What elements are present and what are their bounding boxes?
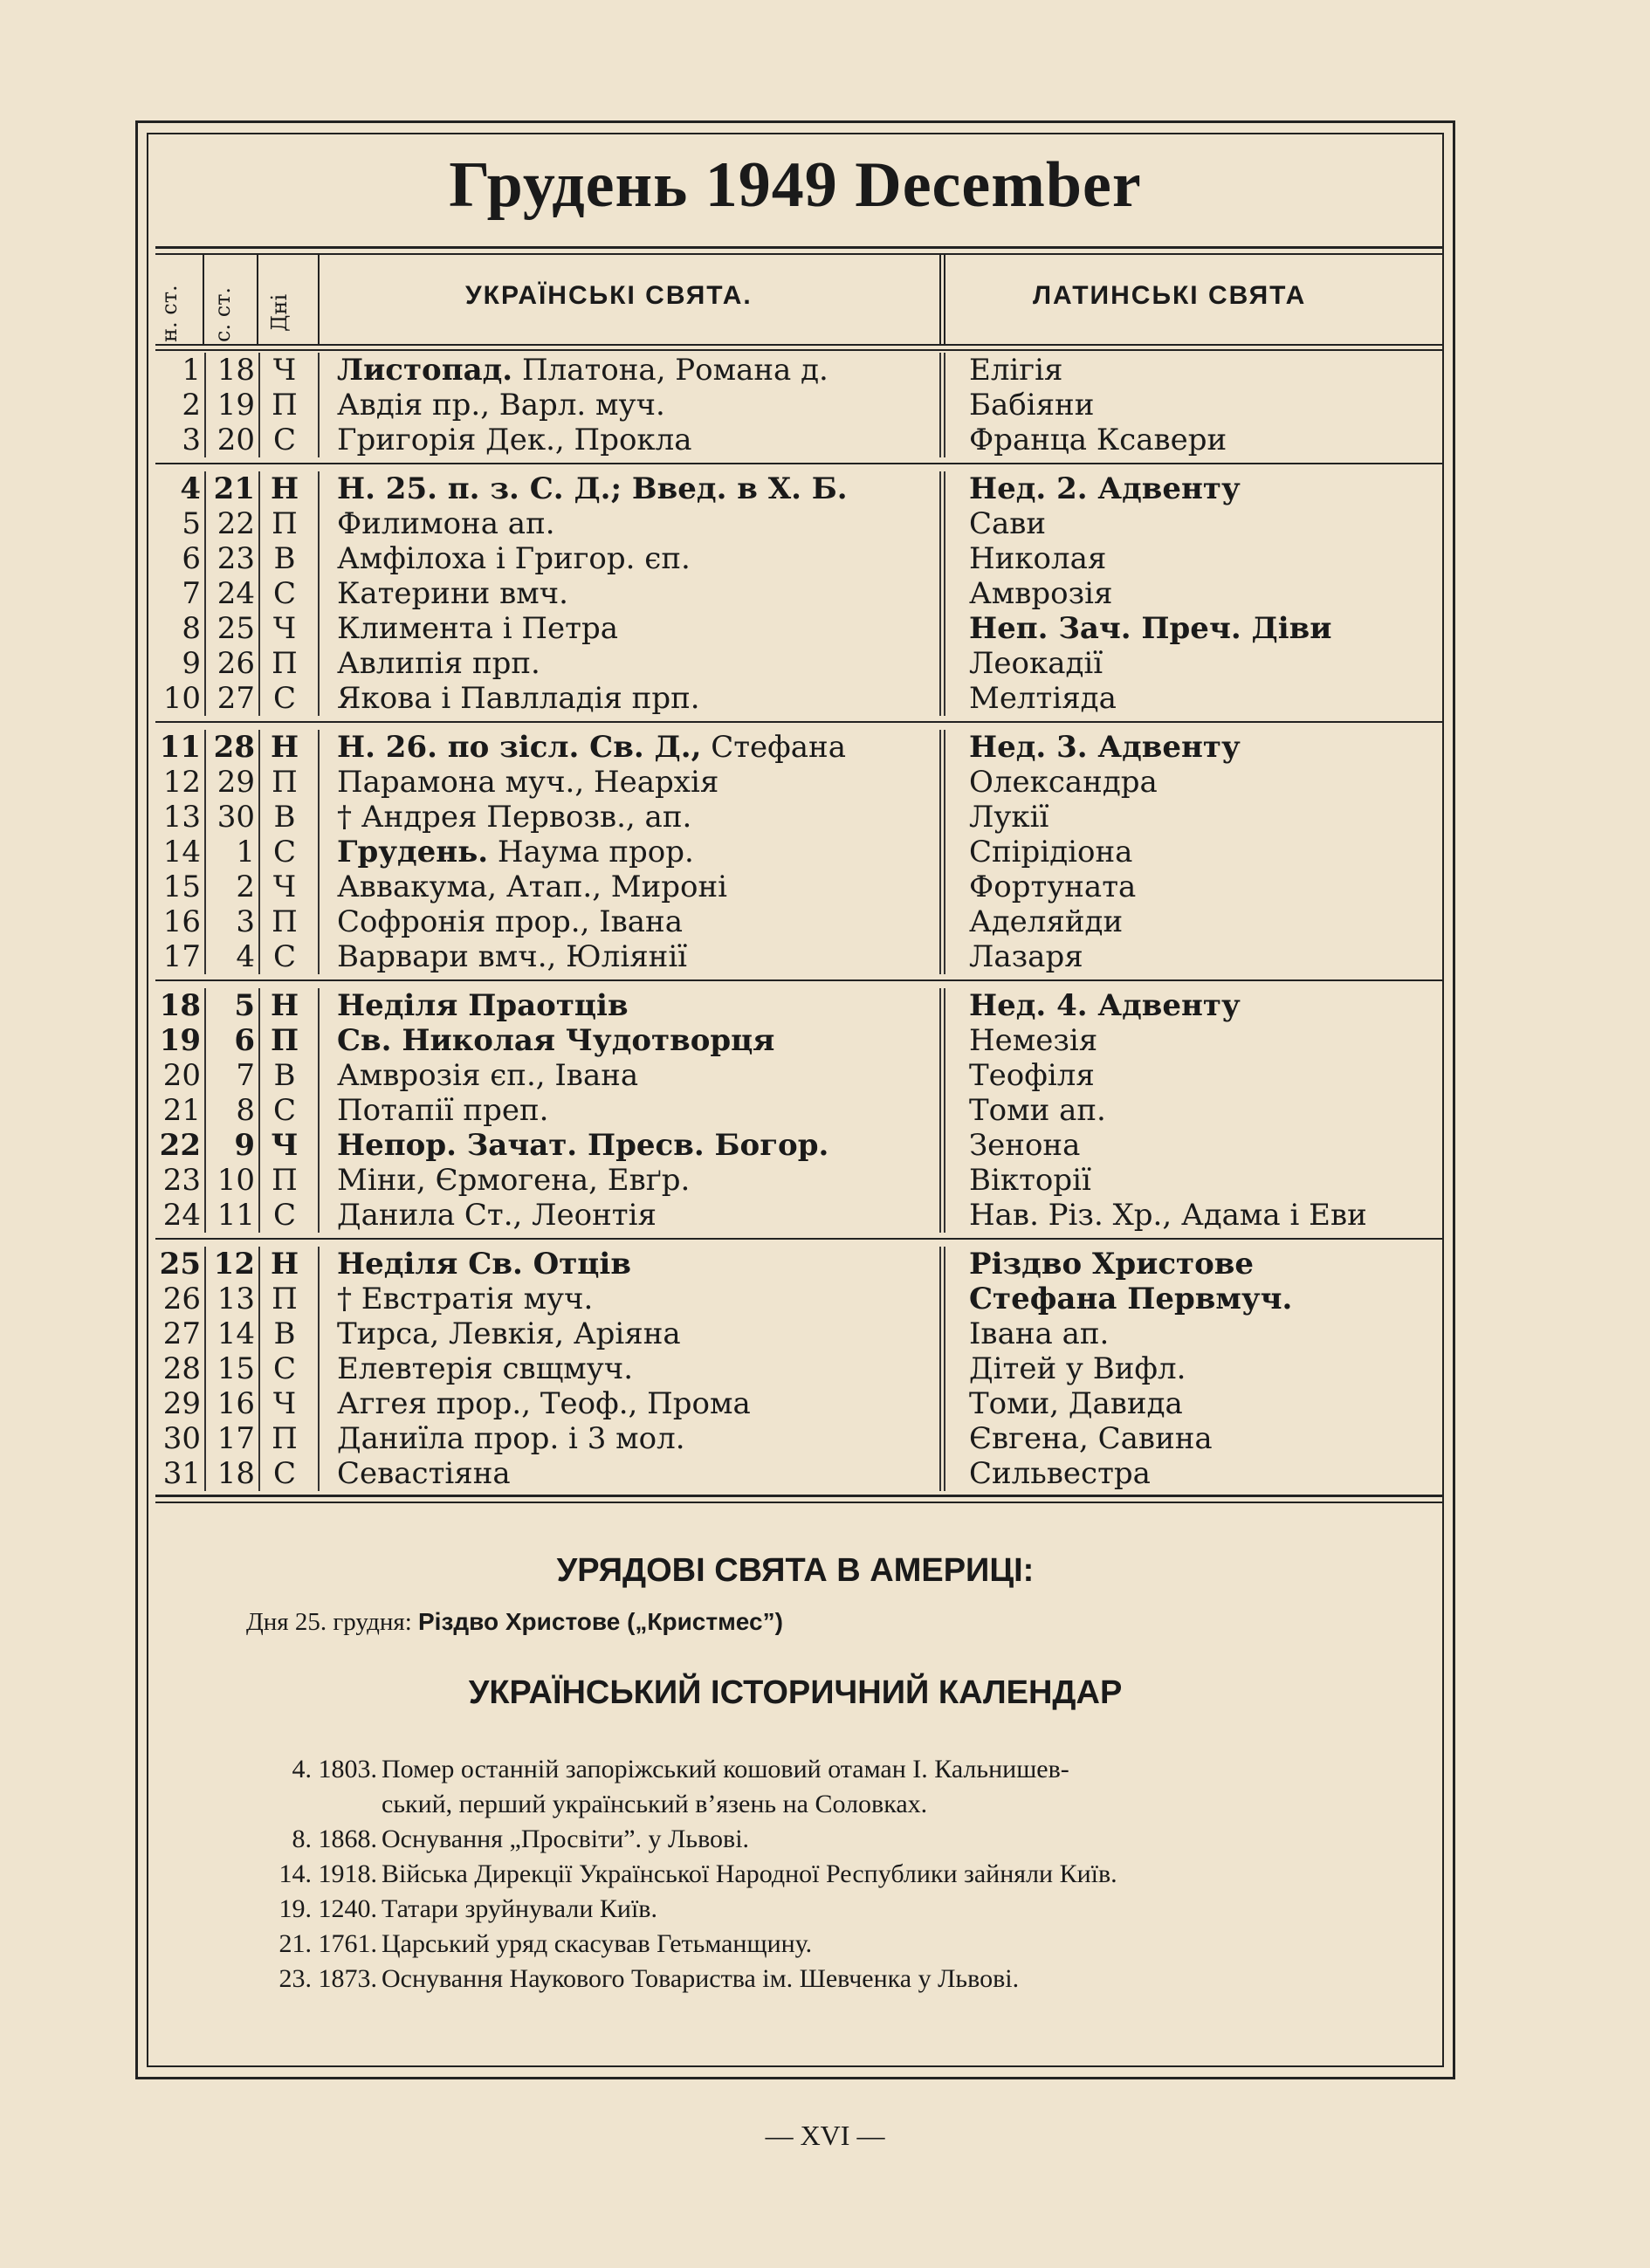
header-bottom-rule-2 (155, 349, 1442, 351)
ukrainian-feast-text: Григорія Дек., Прокла (337, 423, 692, 457)
latin-feast-text: Дітей у Вифл. (969, 1351, 1186, 1386)
day-old-style: 16 (217, 1386, 255, 1421)
day-old-style: 8 (236, 1093, 255, 1128)
calendar-row (155, 1316, 1442, 1351)
calendar-row (155, 1198, 1442, 1233)
weekday: В (273, 1316, 296, 1351)
latin-feast-text: Бабіяни (969, 388, 1095, 423)
day-new-style: 7 (182, 576, 201, 611)
day-new-style: 3 (182, 423, 201, 457)
ukrainian-feast (337, 1316, 681, 1351)
hist-text: Війська Дирекції Української Народної Республики зайняли Київ. (382, 1859, 1117, 1888)
weekday: С (272, 1351, 296, 1386)
weekday: Н (270, 471, 299, 506)
table-bottom-rule (155, 1495, 1442, 1497)
calendar-row (155, 541, 1442, 576)
ukrainian-feast (337, 471, 848, 506)
latin-feast-text: Вікторії (969, 1163, 1091, 1198)
week-separator (155, 1238, 1442, 1240)
day-new-style: 6 (182, 541, 201, 576)
weekday: П (272, 765, 298, 800)
calendar-row (155, 1421, 1442, 1456)
day-old-style: 28 (213, 730, 255, 765)
day-new-style: 28 (162, 1351, 201, 1386)
latin-feast (969, 1198, 1367, 1233)
hist-text: Оснування „Просвіти”. у Львові. (382, 1825, 750, 1853)
latin-feast-text: Томи ап. (969, 1093, 1106, 1128)
day-old-style: 14 (217, 1316, 255, 1351)
latin-feast (969, 646, 1103, 681)
calendar-row (155, 904, 1442, 939)
day-old-style: 18 (217, 1456, 255, 1491)
latin-feast-text: Фортуната (969, 869, 1137, 904)
day-old-style: 15 (217, 1351, 255, 1386)
latin-feast-bold: Стефана Первмуч. (969, 1282, 1293, 1316)
ukrainian-feast (337, 1128, 828, 1163)
day-old-style: 12 (213, 1247, 255, 1282)
ukrainian-feast-text: Якова і Павлладія прп. (337, 681, 700, 716)
day-new-style: 5 (182, 506, 201, 541)
table-bottom-rule-2 (155, 1502, 1442, 1503)
latin-feast-text: Елігія (969, 353, 1063, 388)
gov-holiday-prefix: Дня 25. грудня: (246, 1608, 418, 1636)
day-new-style: 17 (162, 939, 201, 974)
latin-feast-text: Зенона (969, 1128, 1081, 1163)
calendar-row (155, 388, 1442, 423)
weekday: С (272, 423, 296, 457)
latin-feast (969, 988, 1241, 1023)
latin-feast-text: Євгена, Савина (969, 1421, 1213, 1456)
hist-text: Оснування Наукового Товариства ім. Шевченка у Львові. (382, 1964, 1020, 1993)
calendar-row (155, 1351, 1442, 1386)
latin-feast-text: Николая (969, 541, 1107, 576)
day-old-style: 4 (236, 939, 255, 974)
latin-feast-text: Немезія (969, 1023, 1098, 1058)
calendar-row (155, 611, 1442, 646)
col-days: Дні (267, 293, 292, 332)
hist-text: Помер останній запоріжський кошовий отаман І. Кальнишев- (382, 1755, 1069, 1783)
day-new-style: 14 (162, 835, 201, 869)
hist-date: 19. 1240. (278, 1894, 377, 1923)
calendar-row (155, 1023, 1442, 1058)
col-ukrainian-feasts: УКРАЇНСЬКІ СВЯТА. (465, 281, 753, 310)
hist-entry (246, 1857, 1381, 1891)
hist-date: 21. 1761. (278, 1929, 377, 1958)
weekday: П (272, 1282, 298, 1316)
latin-feast (969, 869, 1136, 904)
hist-entry (246, 1962, 1381, 1996)
weekday: С (272, 681, 296, 716)
ukrainian-feast-text: Аввакума, Атап., Мироні (337, 869, 728, 904)
ukrainian-feast-bold: Грудень. (337, 835, 489, 869)
day-old-style: 30 (217, 800, 255, 835)
calendar-row (155, 576, 1442, 611)
day-old-style: 22 (217, 506, 255, 541)
ukrainian-feast-text: Міни, Єрмогена, Евґр. (337, 1163, 691, 1198)
gov-holidays-title: УРЯДОВІ СВЯТА В АМЕРИЦІ: (556, 1552, 1035, 1589)
ukrainian-feast-text: Севастіяна (337, 1456, 511, 1491)
latin-feast-bold: Нед. 2. Адвенту (969, 471, 1241, 506)
ukrainian-feast-bold: Непор. Зачат. Пресв. Богор. (337, 1128, 829, 1163)
ukrainian-feast (337, 1247, 631, 1282)
day-new-style: 22 (159, 1128, 201, 1163)
ukrainian-feast (337, 353, 828, 388)
calendar-row (155, 471, 1442, 506)
ukrainian-feast-text: Софронія прор., Івана (337, 904, 683, 939)
page-number: — XVI — (765, 2120, 885, 2151)
ukrainian-feast (337, 611, 618, 646)
latin-feast (969, 423, 1227, 457)
calendar-row (155, 869, 1442, 904)
calendar-row (155, 1456, 1442, 1491)
weekday: Ч (272, 869, 297, 904)
hist-text: ський, перший український в’язень на Соловках. (382, 1790, 928, 1818)
day-old-style: 6 (234, 1023, 255, 1058)
latin-feast-bold: Неп. Зач. Преч. Діви (969, 611, 1332, 646)
ukrainian-feast (337, 765, 718, 800)
title-rule-2 (155, 253, 1442, 255)
latin-feast (969, 1316, 1109, 1351)
hist-date: 8. 1868. (292, 1825, 377, 1853)
latin-feast-text: Івана ап. (969, 1316, 1110, 1351)
weekday: Н (270, 1247, 299, 1282)
calendar-row (155, 1386, 1442, 1421)
calendar-row (155, 1128, 1442, 1163)
weekday: Н (270, 988, 299, 1023)
day-old-style: 11 (217, 1198, 255, 1233)
calendar-row (155, 506, 1442, 541)
day-new-style: 9 (182, 646, 201, 681)
latin-feast (969, 1282, 1292, 1316)
day-new-style: 11 (159, 730, 201, 765)
ukrainian-feast-text: Амфілоха і Григор. єп. (337, 541, 691, 576)
weekday: П (272, 904, 298, 939)
ukrainian-feast-text: Наума прор. (488, 835, 694, 869)
header-divider-5 (944, 255, 945, 346)
day-new-style: 21 (162, 1093, 201, 1128)
latin-feast (969, 939, 1083, 974)
ukrainian-feast-text: Филимона ап. (337, 506, 555, 541)
ukrainian-feast (337, 1058, 638, 1093)
latin-feast-text: Теофіля (969, 1058, 1095, 1093)
hist-date: 4. 1803. (292, 1755, 377, 1783)
day-new-style: 10 (162, 681, 201, 716)
day-new-style: 12 (162, 765, 201, 800)
day-old-style: 29 (217, 765, 255, 800)
day-new-style: 19 (159, 1023, 201, 1058)
ukrainian-feast (337, 1198, 657, 1233)
header-divider-3 (318, 255, 320, 346)
ukrainian-feast (337, 730, 846, 765)
latin-feast (969, 1023, 1097, 1058)
latin-feast (969, 388, 1094, 423)
latin-feast-text: Франца Ксавери (969, 423, 1227, 457)
ukrainian-feast (337, 869, 727, 904)
weekday: С (272, 576, 296, 611)
latin-feast-text: Олександра (969, 765, 1158, 800)
ukrainian-feast-bold: Н. 25. п. з. С. Д.; Введ. в Х. Б. (337, 471, 848, 506)
calendar-row (155, 800, 1442, 835)
latin-feast (969, 1421, 1213, 1456)
latin-feast (969, 353, 1062, 388)
ukrainian-feast-text: Даниїла прор. і 3 мол. (337, 1421, 685, 1456)
ukrainian-feast-text: Аггея прор., Теоф., Прома (337, 1386, 751, 1421)
day-new-style: 23 (162, 1163, 201, 1198)
hist-entry (246, 1892, 1381, 1926)
day-old-style: 19 (217, 388, 255, 423)
ukrainian-feast (337, 1163, 690, 1198)
day-old-style: 10 (217, 1163, 255, 1198)
latin-feast-text: Лукії (969, 800, 1049, 835)
day-new-style: 1 (182, 353, 201, 388)
ukrainian-feast-bold: Неділя Праотців (337, 988, 629, 1023)
weekday: П (272, 1163, 298, 1198)
gov-holiday-line (246, 1608, 783, 1637)
weekday: П (272, 1421, 298, 1456)
latin-feast-text: Сави (969, 506, 1047, 541)
latin-feast-bold: Нед. 4. Адвенту (969, 988, 1241, 1023)
calendar-row (155, 988, 1442, 1023)
latin-feast-bold: Нед. 3. Адвенту (969, 730, 1241, 765)
day-old-style: 3 (236, 904, 255, 939)
calendar-row (155, 1247, 1442, 1282)
ukrainian-feast (337, 646, 540, 681)
latin-feast (969, 1351, 1186, 1386)
day-old-style: 13 (217, 1282, 255, 1316)
day-old-style: 24 (217, 576, 255, 611)
ukrainian-feast-text: Катерини вмч. (337, 576, 568, 611)
ukrainian-feast (337, 1282, 593, 1316)
hist-text: Царський уряд скасував Гетьманщину. (382, 1929, 813, 1958)
latin-feast (969, 1163, 1091, 1198)
ukrainian-feast-text: Климента і Петра (337, 611, 618, 646)
day-old-style: 27 (217, 681, 255, 716)
latin-feast-text: Нав. Різ. Хр., Адама і Еви (969, 1198, 1367, 1233)
ukrainian-feast-text: Парамона муч., Неархія (337, 765, 719, 800)
weekday: П (272, 388, 298, 423)
latin-feast-text: Сильвестра (969, 1456, 1151, 1491)
day-old-style: 25 (217, 611, 255, 646)
ukrainian-feast (337, 800, 691, 835)
calendar-row (155, 730, 1442, 765)
latin-feast (969, 506, 1046, 541)
weekday: С (272, 1093, 296, 1128)
ukrainian-feast (337, 1023, 774, 1058)
latin-feast (969, 611, 1332, 646)
hist-date: 14. 1918. (278, 1859, 377, 1888)
col-new-style: н. ст. (157, 285, 182, 342)
calendar-row (155, 423, 1442, 457)
day-old-style: 7 (236, 1058, 255, 1093)
day-new-style: 8 (182, 611, 201, 646)
ukrainian-feast-text: Варвари вмч., Юліянії (337, 939, 688, 974)
ukrainian-feast-bold: Листопад. (337, 353, 513, 388)
weekday: Ч (272, 353, 297, 388)
latin-feast (969, 1247, 1254, 1282)
day-old-style: 9 (234, 1128, 255, 1163)
calendar-row (155, 1093, 1442, 1128)
latin-feast (969, 800, 1048, 835)
header-bottom-rule (155, 344, 1442, 346)
day-new-style: 15 (162, 869, 201, 904)
ukrainian-feast-text: Потапії преп. (337, 1093, 549, 1128)
latin-feast (969, 1093, 1106, 1128)
weekday: С (272, 1198, 296, 1233)
day-old-style: 23 (217, 541, 255, 576)
latin-feast (969, 1058, 1095, 1093)
weekday: С (272, 1456, 296, 1491)
weekday: С (272, 835, 296, 869)
latin-feast (969, 541, 1106, 576)
latin-feast-text: Леокадії (969, 646, 1103, 681)
day-new-style: 2 (182, 388, 201, 423)
calendar-row (155, 1282, 1442, 1316)
weekday: Ч (272, 611, 297, 646)
ukrainian-feast (337, 1386, 751, 1421)
day-new-style: 29 (162, 1386, 201, 1421)
ukrainian-feast (337, 1351, 633, 1386)
weekday: Н (270, 730, 299, 765)
ukrainian-feast-text: Елевтерія свщмуч. (337, 1351, 634, 1386)
weekday: Ч (271, 1128, 299, 1163)
latin-feast (969, 576, 1112, 611)
latin-feast-text: Лазаря (969, 939, 1083, 974)
latin-feast-text: Спірідіона (969, 835, 1133, 869)
page-title: Грудень 1949 December (449, 149, 1142, 221)
hist-entry (246, 1752, 1381, 1786)
calendar-row (155, 765, 1442, 800)
day-new-style: 24 (162, 1198, 201, 1233)
latin-feast (969, 904, 1123, 939)
latin-feast-bold: Різдво Христове (969, 1247, 1255, 1282)
calendar-row (155, 1058, 1442, 1093)
col-old-style: с. ст. (210, 286, 235, 342)
ukrainian-feast (337, 904, 683, 939)
ukrainian-feast-text: Данила Ст., Леонтія (337, 1198, 657, 1233)
ukrainian-feast-text: Авлипія прп. (337, 646, 540, 681)
latin-feast (969, 835, 1132, 869)
day-new-style: 26 (162, 1282, 201, 1316)
ukrainian-feast-text: Амврозія єп., Івана (337, 1058, 639, 1093)
day-old-style: 1 (236, 835, 255, 869)
calendar-row (155, 353, 1442, 388)
header-divider-1 (203, 255, 204, 346)
ukrainian-feast-text: Авдія пр., Варл. муч. (337, 388, 665, 423)
weekday: П (272, 506, 298, 541)
latin-feast (969, 1128, 1080, 1163)
latin-feast (969, 1456, 1151, 1491)
ukrainian-feast (337, 423, 692, 457)
weekday: В (273, 1058, 296, 1093)
day-new-style: 4 (180, 471, 201, 506)
latin-feast-text: Амврозія (969, 576, 1113, 611)
latin-feast (969, 681, 1117, 716)
day-new-style: 20 (162, 1058, 201, 1093)
calendar-row (155, 835, 1442, 869)
title-rule (155, 246, 1442, 249)
col-latin-feasts: ЛАТИНСЬКІ СВЯТА (1033, 281, 1307, 310)
week-separator (155, 721, 1442, 723)
ukrainian-feast (337, 939, 687, 974)
ukrainian-feast-bold: Н. 26. по зісл. Св. Д., (337, 730, 702, 765)
ukrainian-feast (337, 506, 555, 541)
weekday: П (272, 646, 298, 681)
ukrainian-feast-text: † Андрея Первозв., ап. (337, 800, 692, 835)
day-old-style: 20 (217, 423, 255, 457)
day-new-style: 16 (162, 904, 201, 939)
weekday: В (273, 541, 296, 576)
ukrainian-feast-text: Тирса, Левкія, Аріяна (337, 1316, 681, 1351)
day-new-style: 30 (162, 1421, 201, 1456)
day-new-style: 25 (159, 1247, 201, 1282)
calendar-row (155, 939, 1442, 974)
hist-calendar-title: УКРАЇНСЬКИЙ ІСТОРИЧНИЙ КАЛЕНДАР (468, 1674, 1123, 1711)
latin-feast-text: Томи, Давида (969, 1386, 1183, 1421)
ukrainian-feast (337, 681, 700, 716)
ukrainian-feast (337, 541, 691, 576)
latin-feast (969, 1386, 1183, 1421)
ukrainian-feast (337, 576, 568, 611)
ukrainian-feast-text: Стефана (701, 730, 846, 765)
ukrainian-feast (337, 1421, 685, 1456)
hist-entry (246, 1927, 1381, 1961)
calendar-row (155, 646, 1442, 681)
day-old-style: 26 (217, 646, 255, 681)
latin-feast (969, 765, 1158, 800)
day-new-style: 31 (162, 1456, 201, 1491)
hist-entry (246, 1787, 1381, 1821)
header-divider-2 (257, 255, 258, 346)
ukrainian-feast (337, 1456, 511, 1491)
ukrainian-feast (337, 388, 665, 423)
header-divider-4 (939, 255, 941, 346)
calendar-row (155, 1163, 1442, 1198)
ukrainian-feast-text: Платона, Романа д. (512, 353, 828, 388)
ukrainian-feast (337, 1093, 548, 1128)
day-new-style: 18 (159, 988, 201, 1023)
ukrainian-feast-text: † Евстратія муч. (337, 1282, 594, 1316)
weekday: С (272, 939, 296, 974)
day-old-style: 5 (234, 988, 255, 1023)
calendar-row (155, 681, 1442, 716)
ukrainian-feast (337, 988, 629, 1023)
latin-feast (969, 730, 1241, 765)
day-old-style: 17 (217, 1421, 255, 1456)
latin-feast-text: Мелтіяда (969, 681, 1117, 716)
gov-holiday-text: Різдво Христове („Кристмес”) (418, 1608, 783, 1635)
hist-date: 23. 1873. (278, 1964, 377, 1993)
weekday: П (270, 1023, 299, 1058)
latin-feast (969, 471, 1241, 506)
ukrainian-feast (337, 835, 694, 869)
day-old-style: 21 (213, 471, 255, 506)
latin-feast-text: Аделяйди (969, 904, 1124, 939)
week-separator (155, 463, 1442, 464)
ukrainian-feast-bold: Неділя Св. Отців (337, 1247, 631, 1282)
weekday: Ч (272, 1386, 297, 1421)
hist-text: Татари зруйнували Київ. (382, 1894, 657, 1923)
day-old-style: 18 (217, 353, 255, 388)
day-new-style: 13 (162, 800, 201, 835)
day-new-style: 27 (162, 1316, 201, 1351)
week-separator (155, 979, 1442, 981)
weekday: В (273, 800, 296, 835)
ukrainian-feast-bold: Св. Николая Чудотворця (337, 1023, 775, 1058)
hist-entry (246, 1822, 1381, 1856)
day-old-style: 2 (236, 869, 255, 904)
